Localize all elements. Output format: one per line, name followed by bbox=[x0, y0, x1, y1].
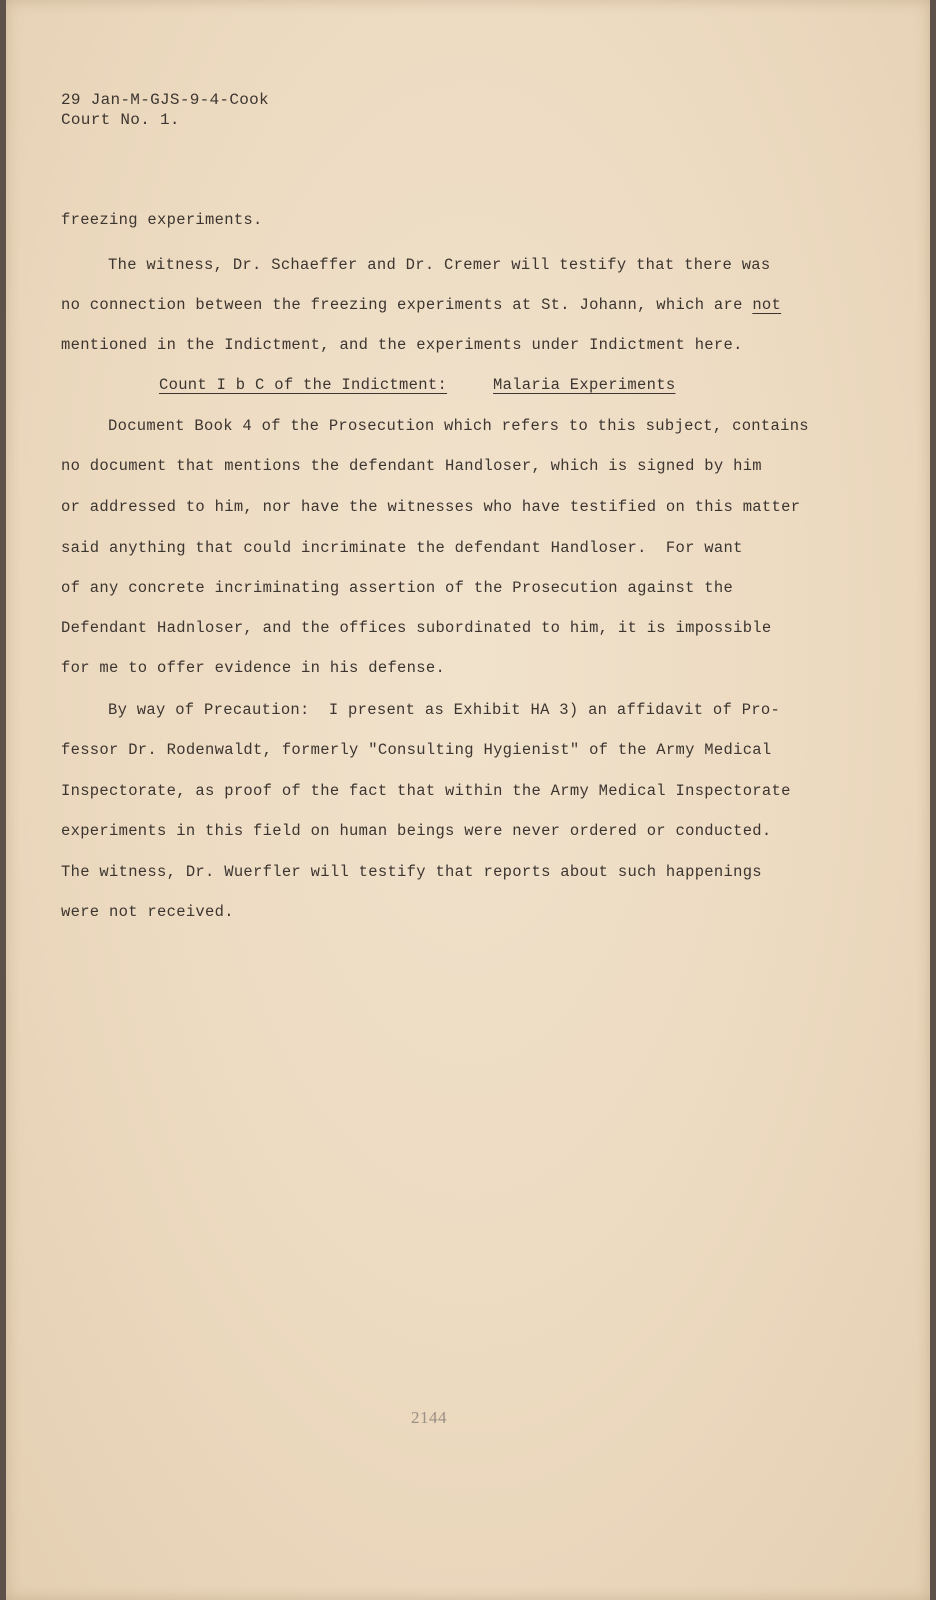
body-line-17: were not received. bbox=[61, 903, 234, 921]
section-heading-count: Count I b C of the Indictment: bbox=[159, 376, 448, 394]
body-line-3-text: no connection between the freezing experiments at St. Johann, which are bbox=[61, 296, 753, 314]
body-line-3 bbox=[61, 295, 781, 315]
body-line-11: for me to offer evidence in his defense. bbox=[61, 659, 446, 677]
body-line-9: of any concrete incriminating assertion of the Prosecution against the bbox=[61, 579, 734, 597]
page-number: 2144 bbox=[411, 1408, 447, 1427]
body-line-14: Inspectorate, as proof of the fact that within the Army Medical Inspectorate bbox=[61, 782, 791, 800]
body-line-8: said anything that could incriminate the defendant Handloser. For want bbox=[61, 539, 743, 557]
body-line-5: Document Book 4 of the Prosecution which refers to this subject, contains bbox=[108, 417, 809, 435]
header-court-line: Court No. 1. bbox=[61, 111, 180, 129]
body-line-13: fessor Dr. Rodenwaldt, formerly "Consulting Hygienist" of the Army Medical bbox=[61, 741, 772, 759]
body-line-7: or addressed to him, nor have the witnesses who have testified on this matter bbox=[61, 498, 801, 516]
emphasis-not: not bbox=[752, 296, 782, 314]
body-line-12: By way of Precaution: I present as Exhibit HA 3) an affidavit of Pro- bbox=[108, 701, 781, 719]
body-line-1: freezing experiments. bbox=[61, 211, 263, 229]
section-heading-topic: Malaria Experiments bbox=[493, 376, 676, 394]
body-line-4: mentioned in the Indictment, and the experiments under Indictment here. bbox=[61, 336, 743, 354]
header-docket-line: 29 Jan-M-GJS-9-4-Cook bbox=[61, 91, 269, 109]
body-line-6: no document that mentions the defendant Handloser, which is signed by him bbox=[61, 457, 762, 475]
document-page bbox=[6, 0, 930, 1600]
body-line-16: The witness, Dr. Wuerfler will testify that reports about such happenings bbox=[61, 863, 762, 881]
body-line-10: Defendant Hadnloser, and the offices subordinated to him, it is impossible bbox=[61, 619, 772, 637]
body-line-15: experiments in this field on human beings were never ordered or conducted. bbox=[61, 822, 772, 840]
body-line-2: The witness, Dr. Schaeffer and Dr. Cremer will testify that there was bbox=[108, 256, 771, 274]
